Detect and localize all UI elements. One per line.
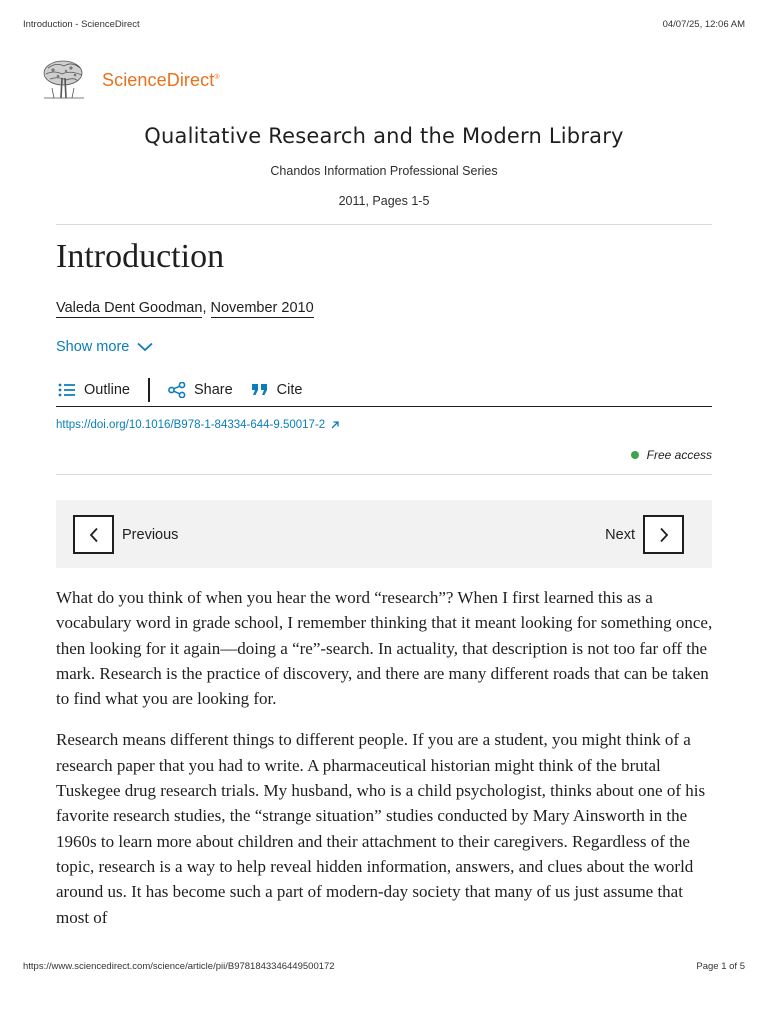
chapter-navigation: [56, 500, 712, 568]
next-button[interactable]: [643, 515, 684, 554]
book-series[interactable]: Chandos Information Professional Series: [270, 164, 498, 178]
list-icon: [58, 382, 76, 398]
next-chapter-link[interactable]: [605, 515, 684, 554]
print-footer: [23, 961, 745, 975]
cite-label: Cite: [276, 382, 303, 398]
author-link[interactable]: Valeda Dent Goodman: [56, 300, 203, 316]
divider: [56, 224, 712, 225]
print-page-title: Introduction - ScienceDirect: [23, 19, 140, 30]
chevron-right-icon: [659, 527, 669, 543]
external-link-icon: [330, 420, 340, 430]
access-dot-icon: [631, 451, 639, 459]
free-access-badge: [631, 448, 712, 462]
previous-label: Previous: [122, 526, 179, 543]
previous-button[interactable]: [73, 515, 114, 554]
book-title[interactable]: Qualitative Research and the Modern Library: [144, 124, 624, 148]
toolbar-separator: [148, 378, 150, 402]
author-line: [56, 300, 314, 316]
quote-icon: [251, 382, 269, 398]
doi-link[interactable]: [56, 419, 340, 431]
divider: [56, 474, 712, 475]
author-separator: ,: [202, 300, 207, 316]
outline-button[interactable]: [58, 378, 130, 402]
chevron-left-icon: [89, 527, 99, 543]
free-access-label: Free access: [646, 448, 712, 462]
cite-button[interactable]: [251, 378, 303, 402]
share-button[interactable]: [168, 378, 233, 402]
date-link[interactable]: November 2010: [210, 300, 314, 316]
sciencedirect-logo[interactable]: [38, 58, 220, 102]
previous-chapter-link[interactable]: [73, 515, 178, 554]
print-header: [23, 19, 745, 33]
body-paragraph: What do you think of when you hear the word “research”? When I first learned this as a vocabulary word in grade school, I remember thinking that it meant looking for something once, then looking for it again—doing a “re”-search. In actuality, that description is not too far off the mark. Research is the practice of discovery, and there are many different roads that can be taken to find what you are looking for.: [56, 588, 713, 709]
book-pages: 2011, Pages 1-5: [338, 194, 430, 208]
elsevier-tree-icon: [38, 58, 90, 102]
brand-name: ScienceDirect®: [102, 69, 220, 90]
doi-text: https://doi.org/10.1016/B978-1-84334-644-9.50017-2: [56, 419, 326, 431]
share-label: Share: [193, 382, 233, 398]
outline-label: Outline: [84, 382, 130, 398]
print-url: https://www.sciencedirect.com/science/article/pii/B9781843346449500172: [23, 961, 335, 972]
chevron-down-icon: [137, 342, 153, 352]
share-icon: [168, 382, 186, 398]
next-label: Next: [605, 526, 635, 543]
article-toolbar: [56, 374, 712, 407]
show-more-label: Show more: [56, 339, 130, 355]
article-title: Introduction: [56, 238, 225, 275]
print-page-number: Page 1 of 5: [696, 961, 745, 972]
show-more-button[interactable]: [56, 339, 153, 355]
article-body: [56, 585, 716, 946]
print-datetime: 04/07/25, 12:06 AM: [662, 19, 745, 30]
body-paragraph: Research means different things to different people. If you are a student, you might think of a research paper that you had to write. A pharmaceutical historian might think of the brutal Tuskegee drug research trials. My husband, who is a child psychologist, thinks about one of his favorite research studies, the “strange situation” studies conducted by Mary Ainsworth in the 1960s to learn more about children and their attachment to their caregivers. Regardless of the topic, research is a way to help reveal hidden information, answers, and clues about the world around us. It has become such a part of modern-day society that many of us just assume that most of: [56, 730, 706, 927]
